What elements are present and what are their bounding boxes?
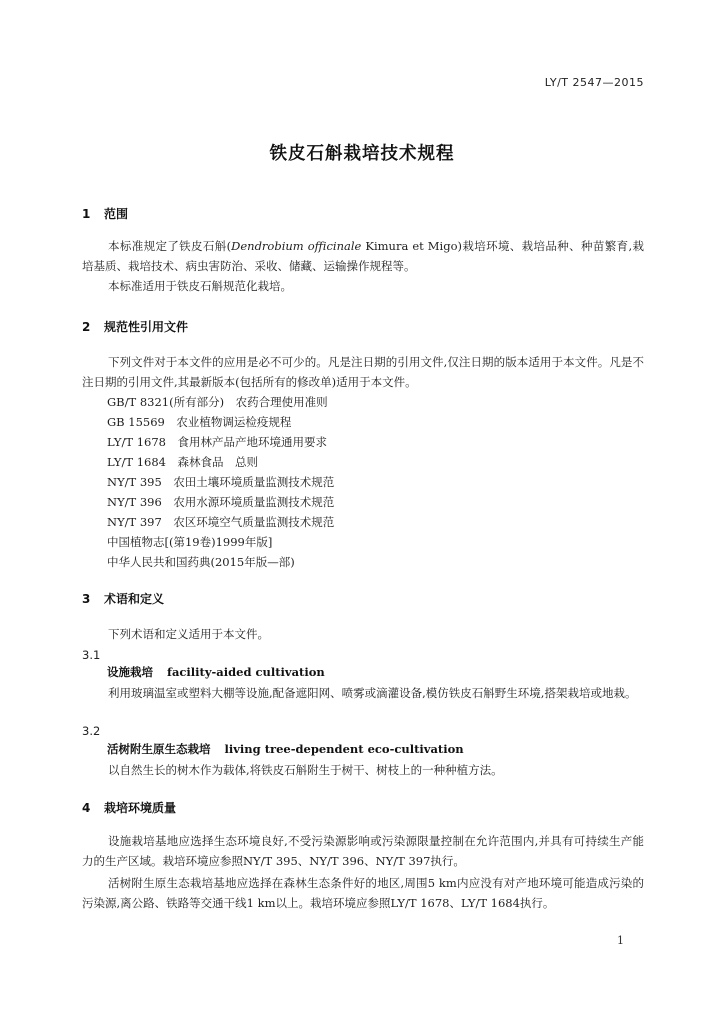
term-number: 3.1 [82,648,101,662]
reference-item: LY/T 1684 森林食品 总则 [107,455,258,469]
reference-item: LY/T 1678 食用林产品产地环境通用要求 [107,435,327,449]
latin-name: Dendrobium officinale [231,239,362,253]
reference-item: 中国植物志[(第19卷)1999年版] [107,535,273,549]
term-heading: 活树附生原生态栽培 living tree-dependent eco-cultivation [107,742,464,756]
reference-item: NY/T 395 农田土壤环境质量监测技术规范 [107,475,335,489]
section-title: 栽培环境质量 [104,801,177,815]
reference-item: GB 15569 农业植物调运检疫规程 [107,415,292,429]
environment-paragraph-2: 活树附生原生态栽培基地应选择在森林生态条件好的地区,周围5 km内应没有对产地环境可能造成污染的污染源,离公路、铁路等交通干线1 km以上。栽培环境应参照LY/T 1678、LY/T 1684执行。 [82,876,644,910]
scope-paragraph-1: 本标准规定了铁皮石斛(Dendrobium officinale Kimura et Migo)栽培环境、栽培品种、种苗繁育,栽培基质、栽培技术、病虫害防治、采收、储藏、运输操作规程等。 [82,239,644,273]
section-4-heading [82,799,176,816]
section-3-heading [82,590,164,607]
section-title: 规范性引用文件 [104,320,189,334]
document-title: 铁皮石斛栽培技术规程 [269,144,455,164]
section-number: 1 [82,207,91,221]
section-number: 2 [82,320,91,334]
environment-paragraph-1: 设施栽培基地应选择生态环境良好,不受污染源影响或污染源限量控制在允许范围内,并具有可持续生产能力的生产区域。栽培环境应参照NY/T 395、NY/T 396、NY/T 397执行。 [82,834,644,868]
page-number: 1 [617,934,624,947]
section-title: 范围 [104,207,129,221]
section-1-heading [82,205,128,222]
standard-code: LY/T 2547—2015 [544,76,644,89]
normative-intro: 下列文件对于本文件的应用是必不可少的。凡是注日期的引用文件,仅注日期的版本适用于本文件。凡是不注日期的引用文件,其最新版本(包括所有的修改单)适用于本文件。 [82,355,644,389]
section-number: 4 [82,801,91,815]
section-number: 3 [82,592,91,606]
reference-item: 中华人民共和国药典(2015年版—部) [107,555,295,569]
term-definition: 以自然生长的树木作为载体,将铁皮石斛附生于树干、树枝上的一种种植方法。 [108,763,503,777]
term-definition: 利用玻璃温室或塑料大棚等设施,配备遮阳网、喷雾或滴灌设备,模仿铁皮石斛野生环境,搭架栽培或地栽。 [108,686,637,700]
reference-item: GB/T 8321(所有部分) 农药合理使用准则 [107,395,328,409]
scope-paragraph-2: 本标准适用于铁皮石斛规范化栽培。 [108,279,292,293]
section-2-heading [82,318,188,335]
term-number: 3.2 [82,724,101,738]
section-title: 术语和定义 [104,592,165,606]
terms-intro: 下列术语和定义适用于本文件。 [108,627,269,641]
reference-item: NY/T 397 农区环境空气质量监测技术规范 [107,515,335,529]
reference-item: NY/T 396 农用水源环境质量监测技术规范 [107,495,335,509]
term-heading: 设施栽培 facility-aided cultivation [107,665,325,679]
